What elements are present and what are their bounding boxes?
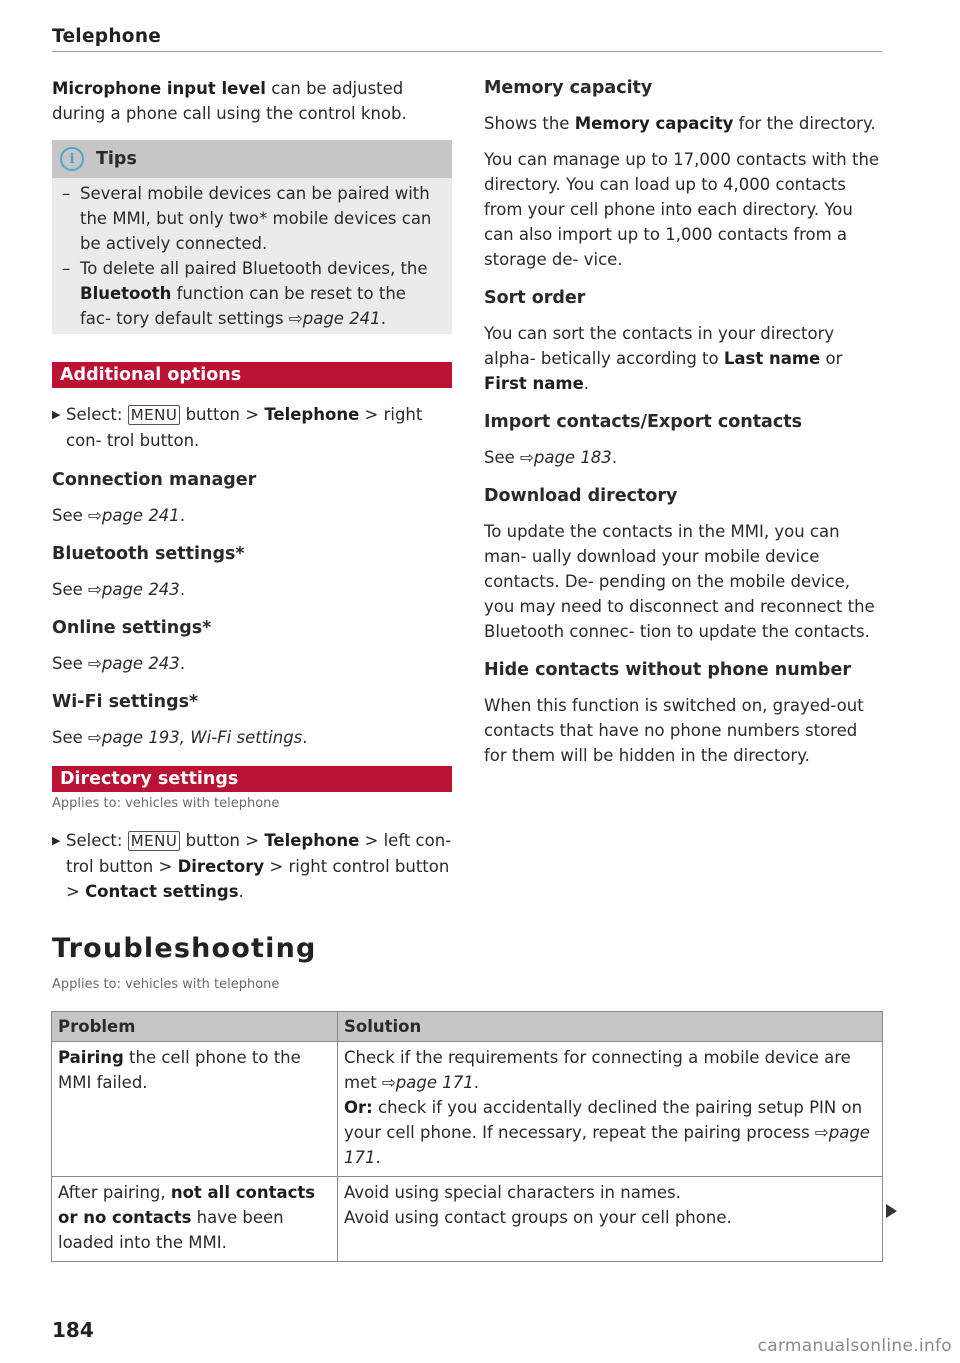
tips-list [52, 178, 452, 331]
punct: . [611, 448, 618, 467]
contacts-term: not all contacts or no contacts [58, 1183, 316, 1227]
see-text: See [52, 654, 89, 673]
mic-input-text: can be adjusted during a phone call using the control knob. [52, 79, 407, 123]
page-ref-arrow-icon: ⇨ [88, 728, 102, 747]
cell-text: check if you accidentally declined the pairing setup PIN on your cell phone. If necessary, repeat the pairing process [344, 1098, 863, 1142]
pairing-term: Pairing [58, 1048, 124, 1067]
or-label: Or: [344, 1098, 373, 1117]
column-header-solution: Solution [338, 1012, 883, 1042]
body-text: for the directory. [733, 114, 876, 133]
hide-contacts-heading: Hide contacts without phone number [484, 660, 851, 680]
directory-settings-step [52, 828, 452, 904]
solution-line [344, 1045, 876, 1095]
page-ref-link[interactable]: page 241 [302, 309, 381, 328]
additional-options-heading: Additional options [52, 362, 452, 388]
page-ref-arrow-icon: ⇨ [88, 580, 102, 599]
step-text: Select: [66, 831, 128, 850]
step-text: Select: [66, 405, 128, 424]
see-text: See [484, 448, 521, 467]
step-text: > right control button > [66, 857, 450, 901]
bluetooth-settings-heading: Bluetooth settings* [52, 544, 245, 564]
step-text: > left con- trol button > [66, 831, 452, 876]
page-ref-arrow-icon: ⇨ [381, 1073, 396, 1092]
page-ref-link[interactable]: page 171 [395, 1073, 474, 1092]
telephone-term: Telephone [264, 405, 360, 424]
dash-bullet: – [62, 259, 71, 278]
bluetooth-settings-see [52, 577, 452, 602]
tips-item-text: function can be reset to the fac- tory default settings [80, 284, 406, 328]
punct: . [179, 506, 186, 525]
column-header-problem: Problem [52, 1012, 338, 1042]
punct: . [583, 374, 590, 393]
step-text: button > [180, 405, 265, 424]
wifi-settings-heading: Wi-Fi settings* [52, 692, 199, 712]
tips-header [52, 140, 452, 178]
import-export-heading: Import contacts/Export contacts [484, 412, 803, 432]
step-text: button > [180, 831, 265, 850]
memory-capacity-p1 [484, 111, 884, 136]
problem-cell [52, 1042, 338, 1177]
directory-settings-heading: Directory settings [52, 766, 452, 792]
contact-settings-term: Contact settings [85, 882, 239, 901]
punct: . [302, 728, 308, 747]
see-text: See [52, 580, 89, 599]
page-ref-link[interactable]: page 183 [533, 448, 612, 467]
menu-key: MENU [128, 831, 181, 851]
solution-cell [338, 1042, 883, 1177]
step-text: > right con- trol button. [66, 405, 423, 450]
mic-input-paragraph [52, 76, 452, 126]
punct: . [375, 1148, 381, 1167]
solution-cell [338, 1177, 883, 1262]
download-directory-heading: Download directory [484, 486, 678, 506]
page-ref-arrow-icon: ⇨ [288, 309, 303, 328]
tips-title: Tips [96, 148, 137, 169]
see-text: See [52, 728, 89, 747]
additional-options-step [52, 402, 452, 453]
telephone-term: Telephone [264, 831, 360, 850]
punct: . [179, 580, 186, 599]
dash-bullet: – [62, 184, 71, 203]
punct: . [238, 882, 244, 901]
page-ref-arrow-icon: ⇨ [88, 654, 102, 673]
memory-capacity-heading: Memory capacity [484, 78, 653, 98]
troubleshooting-table [51, 1011, 883, 1262]
step-arrow-icon: ▶ [52, 834, 61, 847]
page-ref-link[interactable]: page 241 [101, 506, 180, 525]
page-ref-link[interactable]: page 171 [344, 1123, 870, 1167]
page-ref-arrow-icon: ⇨ [520, 448, 534, 467]
info-circle-icon: i [60, 147, 84, 171]
see-text: See [52, 506, 89, 525]
troubleshooting-title: Troubleshooting [52, 933, 317, 964]
cell-text: After pairing, [58, 1183, 171, 1202]
tips-item [62, 181, 442, 256]
last-name-term: Last name [723, 349, 821, 368]
connection-manager-heading: Connection manager [52, 470, 257, 490]
hide-contacts-paragraph: When this function is switched on, grayed-out contacts that have no phone numbers stored for them will be hidden in the directory. [484, 696, 864, 765]
continue-arrow-icon [886, 1204, 897, 1218]
connection-manager-see [52, 503, 452, 528]
page-ref-arrow-icon: ⇨ [88, 506, 102, 525]
tips-item-text: To delete all paired Bluetooth devices, the [80, 259, 428, 278]
body-text: Shows the [484, 114, 575, 133]
menu-key: MENU [128, 405, 181, 425]
right-column [484, 76, 884, 768]
wifi-settings-see [52, 725, 452, 750]
tips-item [62, 256, 442, 331]
body-text: You can sort the contacts in your directory alpha- betically according to [484, 324, 835, 368]
mic-input-term: Microphone input level [52, 79, 266, 98]
bluetooth-term: Bluetooth [80, 284, 172, 303]
online-settings-see [52, 651, 452, 676]
header-divider [52, 51, 882, 52]
memory-capacity-p2: You can manage up to 17,000 contacts with the directory. You can load up to 4,000 contacts from your cell phone into each directory. You can also import up to 1,000 contacts from a storage de- vice. [484, 150, 880, 269]
solution-line: Avoid using contact groups on your cell phone. [344, 1208, 732, 1227]
memory-capacity-term: Memory capacity [574, 114, 734, 133]
page-ref-link[interactable]: page 243 [101, 654, 180, 673]
page-ref-arrow-icon: ⇨ [814, 1123, 829, 1142]
body-text: or [820, 349, 843, 368]
page-ref-link[interactable]: page 243 [101, 580, 180, 599]
table-row [52, 1042, 883, 1177]
table-header-row [52, 1012, 883, 1042]
punct: . [380, 309, 386, 328]
sort-order-heading: Sort order [484, 288, 586, 308]
download-directory-paragraph: To update the contacts in the MMI, you can man- ually download your mobile device contacts. De- pending on the mobile device, you may need to disconnect and reconnect the Bluetooth connec- tion to update the contacts. [484, 522, 875, 641]
online-settings-heading: Online settings* [52, 618, 212, 638]
solution-line: Avoid using special characters in names. [344, 1183, 681, 1202]
sort-order-paragraph [484, 321, 884, 396]
page-ref-link[interactable]: page 193, Wi-Fi settings [101, 728, 303, 747]
punct: . [179, 654, 186, 673]
first-name-term: First name [484, 374, 584, 393]
import-export-see [484, 445, 884, 470]
tips-item-text: Several mobile devices can be paired with the MMI, but only two* mobile devices can be actively connected. [80, 184, 432, 253]
solution-line [344, 1095, 876, 1170]
left-column [52, 76, 452, 904]
table-row [52, 1177, 883, 1262]
cell-text: Check if the requirements for connecting a mobile device are met [344, 1048, 851, 1092]
directory-settings-applies: Applies to: vehicles with telephone [52, 796, 280, 811]
tips-box [52, 140, 452, 334]
directory-term: Directory [177, 857, 265, 876]
problem-cell [52, 1177, 338, 1262]
punct: . [473, 1073, 479, 1092]
step-arrow-icon: ▶ [52, 408, 61, 421]
cell-text: have been loaded into the MMI. [58, 1208, 284, 1252]
troubleshooting-applies: Applies to: vehicles with telephone [52, 977, 280, 992]
page-number: 184 [52, 1318, 94, 1342]
cell-text: the cell phone to the MMI failed. [58, 1048, 301, 1092]
watermark: carmanualsonline.info [757, 1336, 952, 1356]
header-title: Telephone [52, 26, 162, 47]
